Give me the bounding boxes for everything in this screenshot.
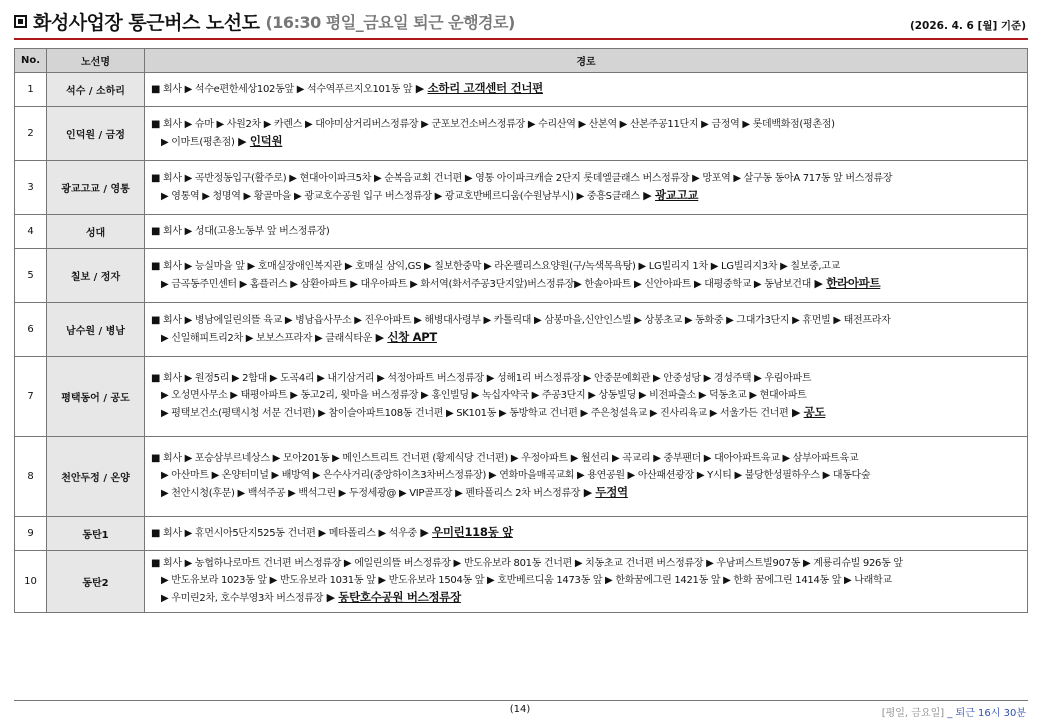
route-path xyxy=(145,517,1028,551)
route-path xyxy=(145,215,1028,249)
route-destination: 우미린118동 앞 xyxy=(432,525,513,539)
route-path-line xyxy=(151,187,1017,205)
route-path-line xyxy=(151,589,1017,607)
table-row xyxy=(15,73,1028,107)
table-row xyxy=(15,517,1028,551)
route-path-line xyxy=(151,258,1017,275)
route-destination: 인덕원 xyxy=(249,133,283,148)
route-path xyxy=(145,357,1028,437)
table-row xyxy=(15,437,1028,517)
route-path-line xyxy=(151,170,1017,187)
route-path-text: ▶ 이마트(평촌점) xyxy=(161,136,235,148)
route-path-text: ▶ 금곡동주민센터 ▶ 홈플러스 ▶ 삼환아파트 ▶ 대우아파트 ▶ 화서역(화서주공3단지앞)버스정류장▶ 한솔아파트 ▶ 신안아파트 ▶ 대평중학교 ▶ 동남보건대 xyxy=(161,278,811,290)
play-arrow-icon: ▶ xyxy=(788,406,804,419)
route-path-line xyxy=(151,116,1017,133)
route-path-text: ▶ 신일해피트리2차 ▶ 보보스프라자 ▶ 클래식타운 xyxy=(161,332,373,344)
route-path-text: ■ 회사 ▶ 석수e편한세상102동앞 ▶ 석수역푸르지오101동 앞 xyxy=(151,84,413,95)
route-destination: 신창 APT xyxy=(387,329,437,344)
route-destination: 동탄호수공원 버스정류장 xyxy=(338,590,461,604)
table-row xyxy=(15,249,1028,303)
route-path-line xyxy=(151,524,1017,542)
route-path-line xyxy=(151,312,1017,329)
date-reference: (2026. 4. 6 [월] 기준) xyxy=(909,20,1026,32)
play-arrow-icon: ▶ xyxy=(412,82,428,95)
route-number: 9 xyxy=(15,517,47,551)
route-path-text: ▶ 아산마트 ▶ 온양터미널 ▶ 배방역 ▶ 은수사거리(중앙하이츠3차버스정류장) ▶ 연화마을매곡교회 ▶ 용연공원 ▶ 아산패션광장 ▶ Y시티 ▶ 불당한성필하우스 ▶ 대동다숲 xyxy=(161,470,871,481)
play-arrow-icon: ▶ xyxy=(416,526,433,539)
route-path-text: ■ 회사 ▶ 슈마 ▶ 사원2차 ▶ 카렌스 ▶ 대야미삼거리버스정류장 ▶ 군포보건소버스정류장 ▶ 수리산역 ▶ 산본역 ▶ 산본주공11단지 ▶ 금정역 ▶ 롯데백화점(평촌점) xyxy=(151,118,835,130)
route-destination: 한라아파트 xyxy=(826,275,881,290)
play-arrow-icon: ▶ xyxy=(323,591,339,604)
route-number: 4 xyxy=(15,215,47,249)
route-path xyxy=(145,107,1028,161)
table-row xyxy=(15,161,1028,215)
route-path-text: ■ 회사 ▶ 농협하나로마트 건너편 버스정류장 ▶ 에일린의뜰 버스정류장 ▶ 반도유보라 801동 건너편 ▶ 치동초교 건너편 버스정류장 ▶ 우남퍼스트빌907동 ▶ 계룡리슈빌 926동 앞 xyxy=(151,558,903,569)
footer-time: 퇴근 16시 30분 xyxy=(955,708,1026,719)
route-path xyxy=(145,303,1028,357)
route-number: 1 xyxy=(15,73,47,107)
table-row xyxy=(15,551,1028,613)
route-name: 인덕원 / 금정 xyxy=(47,107,145,161)
route-number: 5 xyxy=(15,249,47,303)
title-bar xyxy=(14,6,1028,36)
route-path-line xyxy=(151,329,1017,347)
table-row xyxy=(15,357,1028,437)
route-path-text: ▶ 천안시청(후문) ▶ 백석주공 ▶ 백석그린 ▶ 두정세광@ ▶ VIP골프장 ▶ 펜타폴리스 2차 버스정류장 xyxy=(161,488,581,499)
route-number: 7 xyxy=(15,357,47,437)
route-path xyxy=(145,73,1028,107)
route-path-text: ▶ 우미린2차, 호수부영3차 버스정류장 xyxy=(161,593,324,604)
page-number: (14) xyxy=(509,704,531,715)
route-path xyxy=(145,161,1028,215)
route-table xyxy=(14,48,1028,613)
route-path-text: ■ 회사 ▶ 원정5리 ▶ 2함대 ▶ 도곡4리 ▶ 내기삼거리 ▶ 석정아파트 버스정류장 ▶ 성해1리 버스정류장 ▶ 안중문예회관 ▶ 안중성당 ▶ 경성주택 ▶ 우림아파트 xyxy=(151,373,812,384)
page-subtitle: (16:30 평일_금요일 퇴근 운행경로) xyxy=(265,12,515,32)
play-arrow-icon: ▶ xyxy=(580,486,596,499)
route-name: 남수원 / 병남 xyxy=(47,303,145,357)
route-path-text: ▶ 오성면사무소 ▶ 태평아파트 ▶ 동고2리, 윗마을 버스정류장 ▶ 홍인빌딩 ▶ 녹십자약국 ▶ 주공3단지 ▶ 상동빌딩 ▶ 비전파출소 ▶ 덕동초교 ▶ 현대아파트 xyxy=(161,390,807,401)
table-row xyxy=(15,303,1028,357)
route-path-text: ■ 회사 ▶ 능실마을 앞 ▶ 호매실장애인복지관 ▶ 호매실 삼익,GS ▶ 칠보한중막 ▶ 라온펠리스요양원(구/녹색목욕탕) ▶ LG빌리지 1차 ▶ LG빌리지3차 ▶ 칠보중,고교 xyxy=(151,260,841,272)
table-row xyxy=(15,215,1028,249)
route-path-line xyxy=(151,387,1017,404)
page-title: 화성사업장 통근버스 노선도 xyxy=(33,11,260,34)
square-bullet-icon xyxy=(14,15,27,28)
route-destination: 공도 xyxy=(803,405,826,419)
route-destination: 두정역 xyxy=(595,485,628,499)
route-path-text: ■ 회사 ▶ 곡반정동입구(활주로) ▶ 현대아이파크5차 ▶ 순복음교회 건너편 ▶ 영통 아이파크캐슬 2단지 롯데엘클래스 버스정류장 ▶ 망포역 ▶ 살구동 동아A 717동 앞 버스정류장 xyxy=(151,172,893,184)
route-path-line xyxy=(151,133,1017,151)
route-number: 10 xyxy=(15,551,47,613)
route-path-text: ▶ 반도유보라 1023동 앞 ▶ 반도유보라 1031동 앞 ▶ 반도유보라 1504동 앞 ▶ 호반베르디움 1473동 앞 ▶ 한화꿈에그린 1421동 앞 ▶ 한화 꿈에그린 1414동 앞 ▶ 나래학교 xyxy=(161,575,892,586)
route-path-line xyxy=(151,484,1017,502)
route-path-text: ■ 회사 ▶ 병남에일린의뜰 육교 ▶ 병남읍사무소 ▶ 진우아파트 ▶ 해병대사령부 ▶ 카톨릭대 ▶ 삼봉마을,신안인스빌 ▶ 상봉초교 ▶ 동화중 ▶ 그대가3단지 ▶ 휴먼빌 ▶ 태전프라자 xyxy=(151,314,891,326)
footer-tag: [평일, 금요일] xyxy=(881,708,945,719)
route-name: 천안두정 / 온양 xyxy=(47,437,145,517)
route-path-line xyxy=(151,223,1017,240)
route-path xyxy=(145,249,1028,303)
route-name: 광교고교 / 영통 xyxy=(47,161,145,215)
route-path-line xyxy=(151,467,1017,484)
route-name: 성대 xyxy=(47,215,145,249)
route-path-text: ■ 회사 ▶ 휴먼시아5단지525동 건너편 ▶ 메타폴리스 ▶ 석우중 xyxy=(151,528,417,539)
route-path-line xyxy=(151,404,1017,422)
route-path-text: ▶ 영통역 ▶ 청명역 ▶ 황골마을 ▶ 광교호수공원 입구 버스정류장 ▶ 광교호반베르디움(수원남부시) ▶ 중흥S클래스 xyxy=(161,190,640,202)
column-header-no: No. xyxy=(15,49,47,73)
route-name: 동탄1 xyxy=(47,517,145,551)
footer-schedule xyxy=(882,704,1026,719)
route-path-line xyxy=(151,572,1017,589)
route-path-line xyxy=(151,555,1017,572)
column-header-route-name: 노선명 xyxy=(47,49,145,73)
route-name: 칠보 / 정자 xyxy=(47,249,145,303)
route-path-text: ■ 회사 ▶ 성대(고용노동부 앞 버스정류장) xyxy=(151,225,330,237)
route-path-line xyxy=(151,370,1017,387)
route-number: 2 xyxy=(15,107,47,161)
route-number: 3 xyxy=(15,161,47,215)
route-path xyxy=(145,437,1028,517)
table-header-row xyxy=(15,49,1028,73)
route-number: 8 xyxy=(15,437,47,517)
route-path-line xyxy=(151,80,1017,98)
play-arrow-icon: ▶ xyxy=(811,276,827,290)
route-path-line xyxy=(151,275,1017,293)
footer-divider xyxy=(14,700,1028,701)
play-arrow-icon: ▶ xyxy=(234,134,250,148)
route-destination: 광교고교 xyxy=(655,187,699,202)
header-divider xyxy=(14,38,1028,40)
route-path-text: ▶ 평택보건소(평택시청 서문 건너편) ▶ 참이슬아파트108동 건너편 ▶ SK101동 ▶ 동방학교 건너편 ▶ 주은청설육교 ▶ 진사리육교 ▶ 서울가든 건너편 xyxy=(161,408,789,419)
play-arrow-icon: ▶ xyxy=(372,330,388,344)
route-name: 동탄2 xyxy=(47,551,145,613)
route-path-line xyxy=(151,450,1017,467)
table-row xyxy=(15,107,1028,161)
play-arrow-icon: ▶ xyxy=(639,188,655,202)
route-name: 평택동어 / 공도 xyxy=(47,357,145,437)
route-path-text: ■ 회사 ▶ 포승삼부르네상스 ▶ 모아201동 ▶ 메인스트리트 건너편 (황제식당 건너편) ▶ 우정아파트 ▶ 월선리 ▶ 곡교리 ▶ 중부팬더 ▶ 대아아파트육교 ▶ 삼부아파트육교 xyxy=(151,453,859,464)
route-path xyxy=(145,551,1028,613)
footer-separator: _ xyxy=(947,708,953,719)
route-destination: 소하리 고객센터 건너편 xyxy=(427,81,543,95)
route-number: 6 xyxy=(15,303,47,357)
route-name: 석수 / 소하리 xyxy=(47,73,145,107)
column-header-path: 경로 xyxy=(145,49,1028,73)
